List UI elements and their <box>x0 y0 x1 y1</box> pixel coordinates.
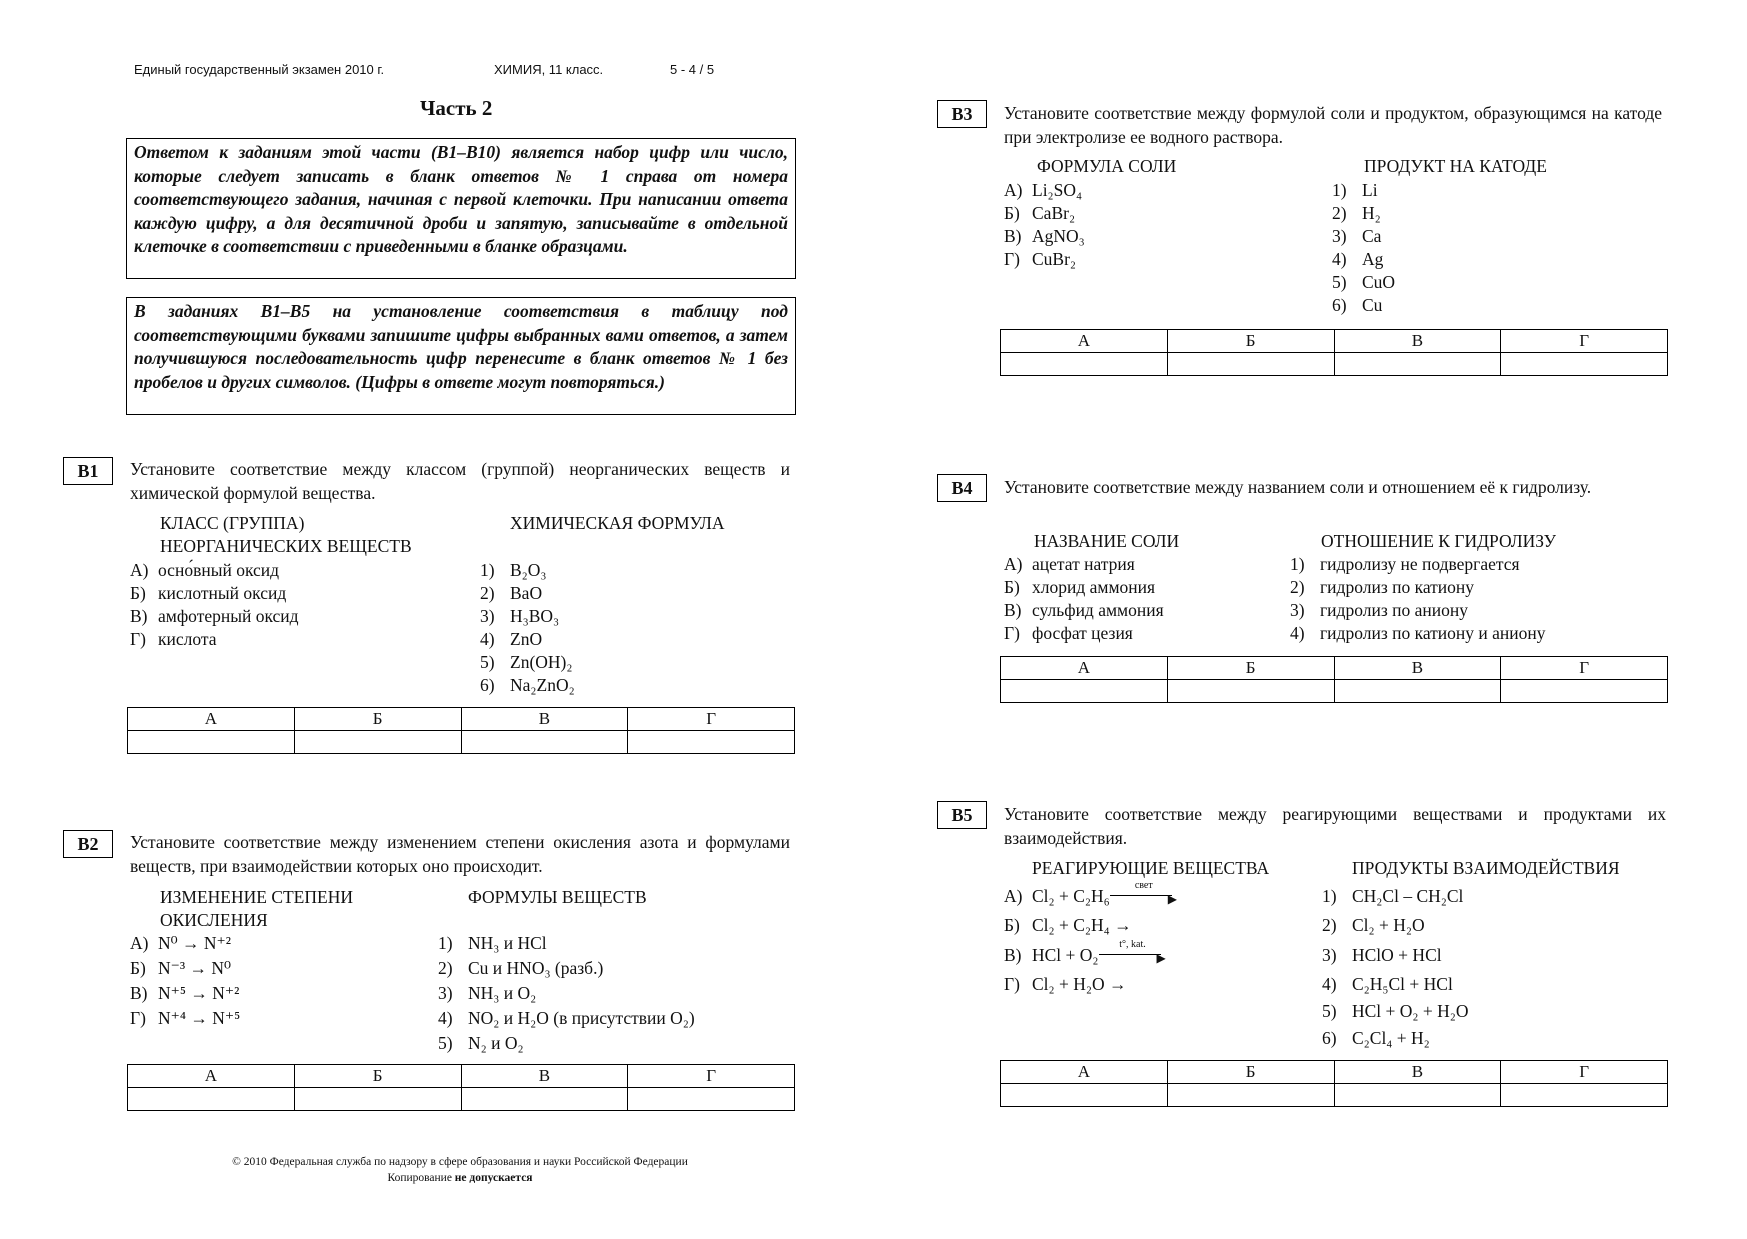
answer-col-header: Г <box>1501 330 1668 353</box>
b1-left-item: А) осно́вный оксид <box>130 560 280 580</box>
b2-right-header: ФОРМУЛЫ ВЕЩЕСТВ <box>468 887 647 907</box>
answer-col-header: А <box>128 708 295 731</box>
answer-col-header: Б <box>294 708 461 731</box>
b5-right-item: 2) Cl₂ + H₂O <box>1322 915 1425 935</box>
b5-left-header: РЕАГИРУЮЩИЕ ВЕЩЕСТВА <box>1032 858 1270 878</box>
answer-table-b5 <box>1000 1060 1668 1107</box>
part-title: Часть 2 <box>420 96 493 120</box>
task-text-b5: Установите соответствие между реагирующими веществами и продуктами их взаимодействия. <box>1004 804 1666 848</box>
task-text-b2: Установите соответствие между изменением степени окисления азота и формулами веществ, при взаимодействии которых оно происходит. <box>130 832 790 876</box>
task-label-b5: В5 <box>937 801 987 829</box>
answer-cell-b3-v[interactable] <box>1334 353 1501 376</box>
b1-right-item: 5) Zn(OH)₂ <box>480 652 573 672</box>
answer-col-header: Г <box>628 1065 795 1088</box>
b1-left-header-2: НЕОРГАНИЧЕСКИХ ВЕЩЕСТВ <box>160 536 412 556</box>
answer-table-b4 <box>1000 656 1668 703</box>
b3-right-item: 2) H₂ <box>1332 203 1381 223</box>
answer-table-b2 <box>127 1064 795 1111</box>
b3-right-item: 4) Ag <box>1332 249 1384 269</box>
b3-left-header: ФОРМУЛА СОЛИ <box>1037 156 1177 176</box>
answer-col-header: А <box>1001 657 1168 680</box>
answer-col-header: Г <box>1501 1061 1668 1084</box>
answer-cell-b4-b[interactable] <box>1167 680 1334 703</box>
b5-right-item: 3) HClO + HCl <box>1322 945 1442 965</box>
answer-table-b3 <box>1000 329 1668 376</box>
subject-label: ХИМИЯ, 11 класс. <box>494 62 604 77</box>
b2-right-item: 4) NO₂ и H₂O (в присутствии O₂) <box>438 1008 695 1028</box>
task-text-b3: Установите соответствие между формулой соли и продуктом, образующимся на катоде при электролизе ее водного раствора. <box>1004 103 1662 147</box>
instruction-box-2: В заданиях В1–В5 на установление соответствия в таблицу под соответствующими буквами запишите цифры выбранных вами ответов, а затем получившуюся последовательность цифр перенесите в бланк ответов № 1 без пробелов и других символов. (Цифры в ответе могут повторяться.) <box>126 297 796 415</box>
exam-title: Единый государственный экзамен 2010 г. <box>134 62 385 77</box>
b5-left-item: Г) Cl₂ + H₂O → <box>1004 974 1127 994</box>
b5-left-item: А) Cl₂ + C₂H₆ свет ▶ <box>1004 880 1178 906</box>
b3-right-item: 5) CuO <box>1332 272 1396 292</box>
answer-cell-b5-a[interactable] <box>1001 1084 1168 1107</box>
b1-left-item: Г) кислота <box>130 629 217 649</box>
page-number: 5 - 4 / 5 <box>670 62 715 77</box>
b1-right-item: 3) H₃BO₃ <box>480 606 560 626</box>
answer-cell-b2-a[interactable] <box>128 1088 295 1111</box>
answer-col-header: Б <box>1167 330 1334 353</box>
answer-col-header: А <box>128 1065 295 1088</box>
b1-right-item: 1) B₂O₃ <box>480 560 547 580</box>
b2-left-item: Б) N⁻³ → N⁰ <box>130 958 232 978</box>
answer-cell-b5-v[interactable] <box>1334 1084 1501 1107</box>
answer-cell-b3-a[interactable] <box>1001 353 1168 376</box>
b1-right-item: 6) Na₂ZnO₂ <box>480 675 575 695</box>
answer-col-header: В <box>461 1065 628 1088</box>
b1-right-item: 2) BaO <box>480 583 543 603</box>
b5-right-item: 6) C₂Cl₄ + H₂ <box>1322 1028 1430 1048</box>
b2-right-item: 1) NH₃ и HCl <box>438 933 547 953</box>
b1-left-item: В) амфотерный оксид <box>130 606 299 626</box>
answer-cell-b4-a[interactable] <box>1001 680 1168 703</box>
answer-cell-b5-g[interactable] <box>1501 1084 1668 1107</box>
b4-right-header: ОТНОШЕНИЕ К ГИДРОЛИЗУ <box>1321 531 1556 551</box>
b3-left-item: В) AgNO₃ <box>1004 226 1085 246</box>
b4-right-item: 3) гидролиз по аниону <box>1290 600 1468 620</box>
task-label-b1: В1 <box>63 457 113 485</box>
b3-right-header: ПРОДУКТ НА КАТОДЕ <box>1364 156 1547 176</box>
answer-cell-b4-g[interactable] <box>1501 680 1668 703</box>
b2-right-item: 5) N₂ и O₂ <box>438 1033 524 1053</box>
b4-right-item: 4) гидролиз по катиону и аниону <box>1290 623 1546 643</box>
b2-left-item: В) N⁺⁵ → N⁺² <box>130 983 240 1003</box>
task-text-b4: Установите соответствие между названием соли и отношением её к гидролизу. <box>1004 477 1592 497</box>
answer-col-header: А <box>1001 1061 1168 1084</box>
b3-left-item: А) Li₂SO₄ <box>1004 180 1083 200</box>
b5-right-item: 4) C₂H₅Cl + HCl <box>1322 974 1453 994</box>
b2-left-header: ИЗМЕНЕНИЕ СТЕПЕНИ <box>160 887 353 907</box>
b4-right-item: 2) гидролиз по катиону <box>1290 577 1475 597</box>
reaction-arrow: t°, kat. ▶ <box>1099 945 1167 959</box>
b4-right-item: 1) гидролизу не подвергается <box>1290 554 1520 574</box>
answer-col-header: А <box>1001 330 1168 353</box>
b4-left-item: В) сульфид аммония <box>1004 600 1164 620</box>
answer-cell-b1-v[interactable] <box>461 731 628 754</box>
b4-left-item: А) ацетат натрия <box>1004 554 1135 574</box>
b5-left-item: В) HCl + O₂ t°, kat. ▶ <box>1004 939 1166 965</box>
reaction-arrow: свет ▶ <box>1110 886 1178 900</box>
b4-left-item: Б) хлорид аммония <box>1004 577 1156 597</box>
b1-right-item: 4) ZnO <box>480 629 543 649</box>
answer-cell-b2-v[interactable] <box>461 1088 628 1111</box>
answer-col-header: В <box>1334 330 1501 353</box>
b2-left-item: А) N⁰ → N⁺² <box>130 933 232 953</box>
b3-left-item: Г) CuBr₂ <box>1004 249 1077 269</box>
b1-left-item: Б) кислотный оксид <box>130 583 287 603</box>
b2-left-header-2: ОКИСЛЕНИЯ <box>160 910 268 930</box>
answer-table-b1 <box>127 707 795 754</box>
answer-cell-b1-b[interactable] <box>294 731 461 754</box>
answer-cell-b2-g[interactable] <box>628 1088 795 1111</box>
b3-right-item: 1) Li <box>1332 180 1378 200</box>
task-label-b4: В4 <box>937 474 987 502</box>
b2-left-item: Г) N⁺⁴ → N⁺⁵ <box>130 1008 241 1028</box>
b2-right-item: 3) NH₃ и O₂ <box>438 983 537 1003</box>
b1-right-header: ХИМИЧЕСКАЯ ФОРМУЛА <box>510 513 725 533</box>
b5-right-item: 1) CH₂Cl – CH₂Cl <box>1322 886 1464 906</box>
footer-copyright: © 2010 Федеральная служба по надзору в сфере образования и науки Российской Федерации <box>232 1156 688 1168</box>
task-text-b1: Установите соответствие между классом (группой) неорганических веществ и химической формулой вещества. <box>130 459 790 503</box>
b3-right-item: 6) Cu <box>1332 295 1383 315</box>
answer-col-header: В <box>461 708 628 731</box>
instruction-box-1: Ответом к заданиям этой части (В1–В10) является набор цифр или число, которые следует записать в бланк ответов № 1 справа от номера соответствующего задания, начиная с первой клеточки. При написании ответа каждую цифру, а для десятичной дроби и запятую, записывайте в отдельной клеточке в соответствии с приведенными в бланке образцами. <box>126 138 796 279</box>
answer-cell-b3-b[interactable] <box>1167 353 1334 376</box>
b4-left-header: НАЗВАНИЕ СОЛИ <box>1034 531 1180 551</box>
answer-cell-b5-b[interactable] <box>1167 1084 1334 1107</box>
answer-col-header: Г <box>628 708 795 731</box>
footer-copy-notice: Копирование не допускается <box>387 1172 533 1184</box>
answer-cell-b2-b[interactable] <box>294 1088 461 1111</box>
answer-col-header: Б <box>294 1065 461 1088</box>
answer-cell-b1-a[interactable] <box>128 731 295 754</box>
answer-cell-b4-v[interactable] <box>1334 680 1501 703</box>
answer-col-header: В <box>1334 657 1501 680</box>
b5-left-item: Б) Cl₂ + C₂H₄ → <box>1004 915 1132 935</box>
task-label-b3: В3 <box>937 100 987 128</box>
b5-right-item: 5) HCl + O₂ + H₂O <box>1322 1001 1469 1021</box>
answer-col-header: В <box>1334 1061 1501 1084</box>
answer-cell-b1-g[interactable] <box>628 731 795 754</box>
answer-col-header: Б <box>1167 1061 1334 1084</box>
answer-cell-b3-g[interactable] <box>1501 353 1668 376</box>
b4-left-item: Г) фосфат цезия <box>1004 623 1133 643</box>
answer-col-header: Г <box>1501 657 1668 680</box>
b2-right-item: 2) Cu и HNO₃ (разб.) <box>438 958 604 978</box>
answer-col-header: Б <box>1167 657 1334 680</box>
b5-right-header: ПРОДУКТЫ ВЗАИМОДЕЙСТВИЯ <box>1352 858 1620 878</box>
task-label-b2: В2 <box>63 830 113 858</box>
b1-left-header: КЛАСС (ГРУППА) <box>160 513 305 533</box>
b3-right-item: 3) Ca <box>1332 226 1382 246</box>
b3-left-item: Б) CaBr₂ <box>1004 203 1076 223</box>
